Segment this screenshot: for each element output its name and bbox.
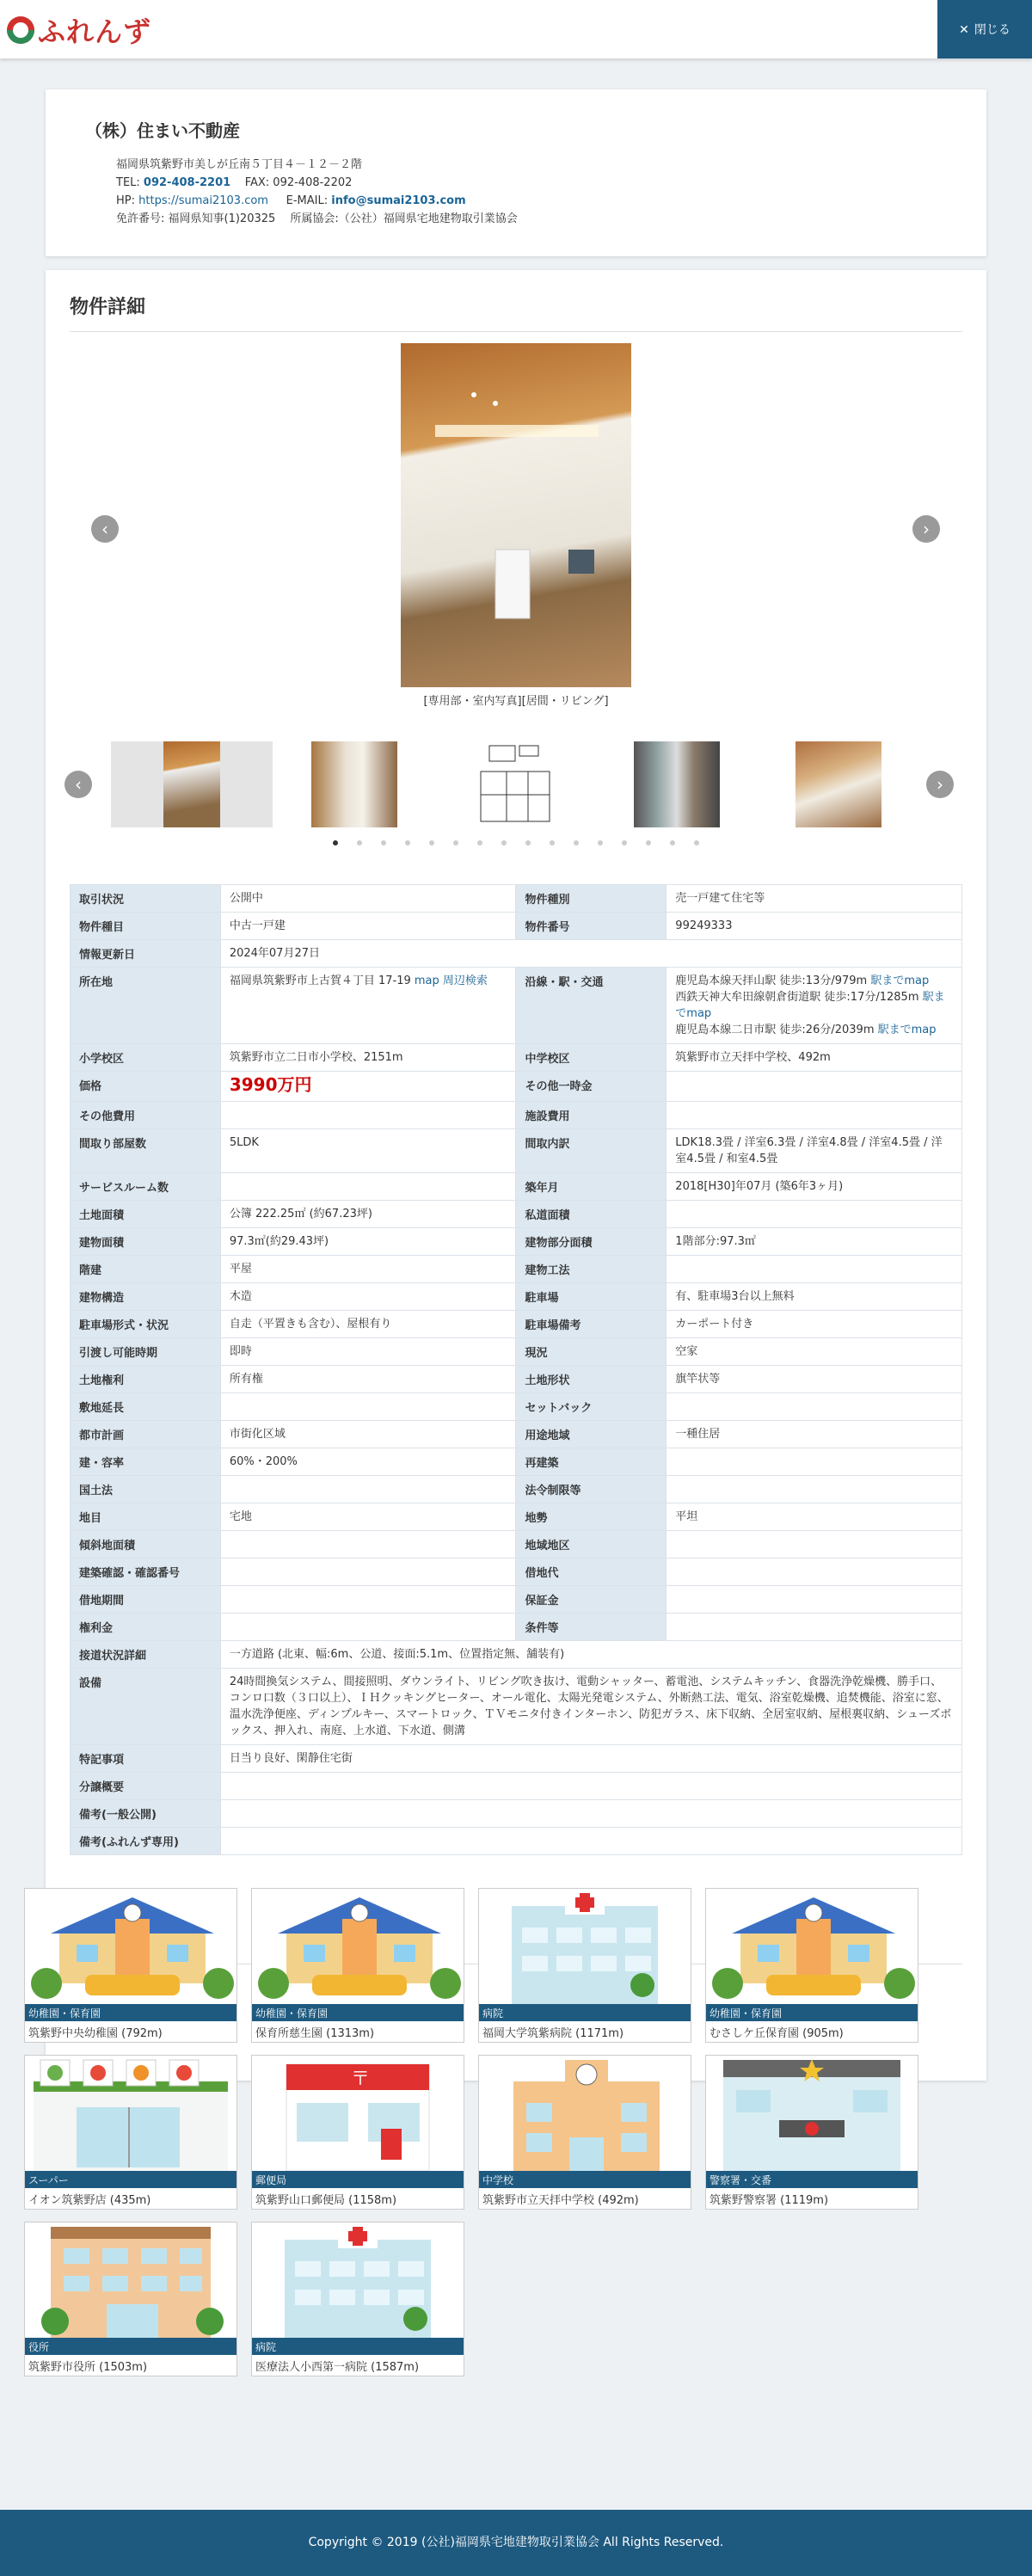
spec-key: 借地期間 [71, 1586, 221, 1614]
chevron-left-icon: ‹ [75, 774, 82, 795]
spec-text: 所有権 [229, 1373, 263, 1386]
facility-name: 福岡大学筑紫病院 (1171m) [482, 2027, 624, 2040]
spec-row [71, 1256, 962, 1283]
spec-text: 市街化区域 [229, 1428, 286, 1441]
spec-row [71, 1228, 962, 1256]
spec-key: 現況 [516, 1338, 666, 1366]
spec-value [666, 1201, 962, 1228]
spec-value [220, 1476, 516, 1503]
spec-row [71, 1800, 962, 1828]
spec-value [220, 913, 516, 940]
spec-row [71, 1366, 962, 1393]
spec-value [220, 1311, 516, 1338]
spec-value [666, 1044, 962, 1072]
hp-label: HP: [116, 194, 135, 207]
property-detail-card [46, 270, 986, 2081]
thumb-next-button[interactable] [926, 771, 954, 798]
spec-value [220, 1102, 516, 1129]
spec-value [220, 1338, 516, 1366]
spec-key: 施設費用 [516, 1102, 666, 1129]
spec-key: 建物工法 [516, 1256, 666, 1283]
carousel-dot[interactable] [574, 840, 579, 845]
spec-text: 2018[H30]年07月 (築6年3ヶ月) [675, 1180, 844, 1193]
spec-value [220, 1173, 516, 1201]
facility-category: 警察署・交番 [706, 2171, 918, 2188]
spec-key: 地域地区 [516, 1531, 666, 1559]
spec-key: 間取内訳 [516, 1129, 666, 1173]
main-next-button[interactable] [912, 515, 940, 543]
spec-key: 権利金 [71, 1614, 221, 1641]
spec-value [220, 1256, 516, 1283]
spec-key: 用途地域 [516, 1421, 666, 1448]
company-card [46, 89, 986, 256]
carousel-dot[interactable] [670, 840, 675, 845]
facility-card[interactable] [705, 2055, 918, 2210]
facility-category: 中学校 [479, 2171, 691, 2188]
spec-key: 法令制限等 [516, 1476, 666, 1503]
spec-value [220, 1044, 516, 1072]
spec-key: 小学校区 [71, 1044, 221, 1072]
spec-key: 備考(ふれんず専用) [71, 1828, 221, 1855]
spec-text: カーポート付き [675, 1318, 754, 1331]
spec-value [666, 1173, 962, 1201]
facility-name: 筑紫野山口郵便局 (1158m) [255, 2194, 397, 2207]
spec-key: 土地面積 [71, 1201, 221, 1228]
spec-value [666, 1448, 962, 1476]
spec-text: 2024年07月27日 [229, 947, 320, 960]
living-room-photo [401, 343, 631, 687]
carousel-dot[interactable] [477, 840, 482, 845]
spec-value [666, 1102, 962, 1129]
police-building-icon [706, 2056, 918, 2171]
spec-key: 物件種目 [71, 913, 221, 940]
facility-name: 筑紫野市役所 (1503m) [28, 2361, 148, 2374]
close-label: 閉じる [974, 22, 1010, 36]
main-prev-button[interactable] [91, 515, 119, 543]
spec-value [220, 1129, 516, 1173]
spec-text: 97.3㎡(約29.43坪) [229, 1235, 329, 1248]
spec-key: 設備 [71, 1669, 221, 1745]
spec-row [71, 1129, 962, 1173]
spec-key: 沿線・駅・交通 [516, 968, 666, 1044]
spec-value [220, 1228, 516, 1256]
facility-name: 保育所慈生園 (1313m) [255, 2027, 375, 2040]
facility-category: 幼稚園・保育園 [706, 2004, 918, 2021]
thumbnail-4[interactable] [634, 741, 720, 827]
spec-text: 筑紫野市立天拝中学校、492m [675, 1051, 831, 1064]
hp-link[interactable]: https://sumai2103.com [138, 194, 268, 207]
spec-value [220, 968, 516, 1044]
spec-value [666, 1256, 962, 1283]
spec-value [220, 1773, 961, 1800]
close-icon: ✕ [959, 22, 969, 36]
spec-value [666, 1393, 962, 1421]
spec-text: 一方道路 (北東、幅:6m、公道、接面:5.1m、位置指定無、舗装有) [229, 1648, 565, 1661]
spec-key: 条件等 [516, 1614, 666, 1641]
facility-card[interactable] [251, 2055, 464, 2210]
spec-row [71, 1338, 962, 1366]
spec-value [220, 1828, 961, 1855]
spec-row [71, 940, 962, 968]
spec-value [220, 1366, 516, 1393]
spec-value [220, 1586, 516, 1614]
transit-text: 鹿児島本線二日市駅 徒歩:26分/2039m [675, 1024, 875, 1036]
spec-text: 宅地 [229, 1510, 252, 1523]
spec-row [71, 1828, 962, 1855]
spec-text: 有、駐車場3台以上無料 [675, 1290, 795, 1303]
spec-text: 日当り良好、閑静住宅街 [229, 1752, 353, 1765]
carousel-dot[interactable] [453, 840, 458, 845]
spec-text: 中古一戸建 [229, 919, 286, 932]
spec-key: 地目 [71, 1503, 221, 1531]
chevron-right-icon: › [923, 519, 930, 539]
footer [0, 2510, 1032, 2576]
station-map-link[interactable]: 駅までmap [675, 991, 945, 1020]
transit-text: 西鉄天神大牟田線朝倉街道駅 徒歩:17分/1285m [675, 991, 919, 1004]
spec-row [71, 1283, 962, 1311]
spec-value [666, 1586, 962, 1614]
spec-value [666, 1283, 962, 1311]
spec-text: 平坦 [675, 1510, 698, 1523]
company-contact [116, 174, 986, 192]
carousel-dots [46, 840, 986, 845]
svg-text:〒: 〒 [351, 2069, 371, 2090]
carousel-dot[interactable] [694, 840, 699, 845]
spec-row [71, 1173, 962, 1201]
facility-name: 筑紫野中央幼稚園 (792m) [28, 2027, 163, 2040]
spec-text: 旗竿状等 [675, 1373, 721, 1386]
spec-value [666, 885, 962, 913]
spec-key: 建築確認・確認番号 [71, 1559, 221, 1586]
thumbnail-1[interactable] [111, 741, 273, 827]
fax-number: FAX: 092-408-2202 [244, 176, 353, 189]
facility-name: 筑紫野市立天拝中学校 (492m) [482, 2194, 639, 2207]
spec-text: 木造 [229, 1290, 252, 1303]
facility-category: 病院 [252, 2338, 464, 2355]
spec-value [666, 1338, 962, 1366]
email-link[interactable]: info@sumai2103.com [331, 194, 466, 207]
spec-key: 階建 [71, 1256, 221, 1283]
spec-text: 1階部分:97.3㎡ [675, 1235, 756, 1248]
carousel-dot[interactable] [357, 840, 362, 845]
spec-key: 建物部分面積 [516, 1228, 666, 1256]
spec-key: 物件番号 [516, 913, 666, 940]
spec-value [666, 1614, 962, 1641]
photo-caption: [専用部・室内写真][居間・リビング] [423, 695, 609, 708]
spec-row [71, 1072, 962, 1102]
chevron-left-icon: ‹ [101, 519, 108, 539]
spec-value [220, 1531, 516, 1559]
spec-value [220, 1283, 516, 1311]
spec-row [71, 1503, 962, 1531]
spec-text: 24時間換気システム、間接照明、ダウンライト、リビング吹き抜け、電動シャッター、蓄電池、システムキッチン、食器洗浄乾燥機、勝手口、コンロ口数（３口以上）、ＩＨクッキングヒーター、オール電化、太陽光発電システム、外断熱工法、電気、浴室乾燥機、追焚機能、浴室に窓、温水洗浄便座、ディンプルキー、スマートロック、ＴＶモニタ付きインターホン、防犯ガラス、床下収納、全居室収納、屋根裏収納、シューズボックス、押入れ、南庭、上水道、下水道、側溝 [229, 1675, 952, 1737]
spec-value [666, 1421, 962, 1448]
facility-category: 郵便局 [252, 2171, 464, 2188]
facility-card[interactable] [705, 1888, 918, 2043]
spec-row [71, 1586, 962, 1614]
spec-value [220, 1559, 516, 1586]
spec-key: サービスルーム数 [71, 1173, 221, 1201]
facility-category: 病院 [479, 2004, 691, 2021]
facility-category: 幼稚園・保育園 [25, 2004, 236, 2021]
spec-key: 価格 [71, 1072, 221, 1102]
spec-key: 私道面積 [516, 1201, 666, 1228]
company-web [116, 192, 986, 210]
spec-key: 駐車場備考 [516, 1311, 666, 1338]
spec-text: 公開中 [229, 892, 263, 905]
logo-mark-icon [7, 16, 34, 44]
spec-value [220, 1072, 516, 1102]
spec-value [666, 1476, 962, 1503]
company-address: 福岡県筑紫野市美しが丘南５丁目４－１２－２階 [116, 158, 363, 171]
spec-key: 所在地 [71, 968, 221, 1044]
company-license: 免許番号: 福岡県知事(1)20325 所属協会:（公社）福岡県宅地建物取引業協会 [116, 212, 518, 225]
spec-table [70, 884, 962, 1855]
spec-value [666, 1072, 962, 1102]
spec-text: 自走（平置きも含む）、屋根有り [229, 1318, 392, 1331]
spec-row [71, 885, 962, 913]
spec-row [71, 1745, 962, 1773]
spec-value [220, 1503, 516, 1531]
spec-key: 中学校区 [516, 1044, 666, 1072]
spec-text: 売一戸建て住宅等 [675, 892, 765, 905]
spec-key: 再建築 [516, 1448, 666, 1476]
spec-key: 備考(一般公開) [71, 1800, 221, 1828]
spec-row [71, 1669, 962, 1745]
spec-value [666, 968, 962, 1044]
spec-text: 筑紫野市立二日市小学校、2151m [229, 1051, 403, 1064]
facility-card[interactable] [251, 1888, 464, 2043]
spec-key: 情報更新日 [71, 940, 221, 968]
facility-card[interactable] [24, 1888, 237, 2043]
carousel-dot[interactable] [429, 840, 434, 845]
carousel-dot[interactable] [646, 840, 651, 845]
spec-row [71, 1773, 962, 1800]
spec-key: 物件種別 [516, 885, 666, 913]
facility-category: スーパー [25, 2171, 236, 2188]
school-building-icon [252, 1889, 464, 2004]
spec-key: 傾斜地面積 [71, 1531, 221, 1559]
facility-name: むさしケ丘保育園 (905m) [710, 2027, 844, 2040]
spec-key: 間取り部屋数 [71, 1129, 221, 1173]
spec-value [666, 1531, 962, 1559]
office-building-icon [25, 2222, 236, 2338]
school-building-icon [706, 1889, 918, 2004]
logo-text: ふれんず [38, 15, 152, 48]
spec-key: 保証金 [516, 1586, 666, 1614]
spec-value [666, 1129, 962, 1173]
spec-row [71, 1476, 962, 1503]
email-label: E-MAIL: [286, 194, 329, 207]
spec-value [220, 1201, 516, 1228]
school-building-icon [25, 1889, 236, 2004]
facility-category: 役所 [25, 2338, 236, 2355]
spec-text: 平屋 [229, 1263, 252, 1276]
thumbnail-5[interactable] [796, 741, 882, 827]
spec-key: 分譲概要 [71, 1773, 221, 1800]
thumbnail-2[interactable] [311, 741, 397, 827]
transit-line [675, 989, 953, 1022]
jhs-building-icon [479, 2056, 691, 2171]
spec-text: 5LDK [229, 1136, 259, 1149]
spec-key: 建物面積 [71, 1228, 221, 1256]
post-building-icon [252, 2056, 464, 2171]
spec-value [220, 1448, 516, 1476]
spec-key: 築年月 [516, 1173, 666, 1201]
spec-value [666, 1503, 962, 1531]
spec-key: 取引状況 [71, 885, 221, 913]
carousel-dot[interactable] [405, 840, 410, 845]
facility-card[interactable] [251, 2222, 464, 2376]
thumbnail-strip [111, 741, 921, 827]
spec-key: その他費用 [71, 1102, 221, 1129]
spec-row [71, 1531, 962, 1559]
tel-label: TEL: [116, 176, 140, 189]
spec-key: セットバック [516, 1393, 666, 1421]
spec-value [666, 913, 962, 940]
spec-text: 福岡県筑紫野市上古賀４丁目 17-19 [229, 974, 411, 987]
spec-key: 建物構造 [71, 1283, 221, 1311]
facility-card[interactable] [24, 2055, 237, 2210]
spec-key: 駐車場形式・状況 [71, 1311, 221, 1338]
spec-key: 建・容率 [71, 1448, 221, 1476]
spec-row [71, 1614, 962, 1641]
spec-value [220, 1745, 961, 1773]
spec-text: 60%・200% [229, 1455, 298, 1468]
facility-card[interactable] [478, 1888, 691, 2043]
spec-row [71, 968, 962, 1044]
spec-key: 特記事項 [71, 1745, 221, 1773]
spec-value [220, 885, 516, 913]
company-name: （株）住まい不動産 [85, 120, 240, 141]
spec-value [220, 1669, 961, 1745]
carousel-dot[interactable] [381, 840, 386, 845]
spec-text: 公簿 222.25㎡ (約67.23坪) [229, 1208, 372, 1220]
close-button[interactable] [937, 0, 1032, 58]
spec-value [220, 1800, 961, 1828]
spec-text: 一種住居 [675, 1428, 721, 1441]
thumb-prev-button[interactable] [64, 771, 92, 798]
spec-key: 借地代 [516, 1559, 666, 1586]
spec-key: 引渡し可能時期 [71, 1338, 221, 1366]
spec-value [220, 940, 961, 968]
spec-key: 土地形状 [516, 1366, 666, 1393]
facility-category: 幼稚園・保育園 [252, 2004, 464, 2021]
spec-row [71, 1559, 962, 1586]
transit-line [675, 1022, 953, 1038]
spec-key: 都市計画 [71, 1421, 221, 1448]
facility-card[interactable] [478, 2055, 691, 2210]
spec-text: 3990万円 [229, 1074, 312, 1095]
super-building-icon [25, 2056, 236, 2171]
carousel-dot[interactable] [333, 840, 338, 845]
spec-row [71, 1641, 962, 1669]
carousel-dot[interactable] [501, 840, 507, 845]
hospital-building-icon [252, 2222, 464, 2338]
address-link[interactable]: map [414, 974, 439, 987]
transit-line [675, 973, 953, 989]
carousel-dot[interactable] [550, 840, 555, 845]
detail-title: 物件詳細 [70, 292, 962, 332]
hospital-building-icon [479, 1889, 691, 2004]
copyright: Copyright © 2019 (公社)福岡県宅地建物取引業協会 All Rights Reserved. [308, 2536, 724, 2549]
floorplan-icon [472, 741, 558, 827]
spec-row [71, 1044, 962, 1072]
spec-key: 接道状況詳細 [71, 1641, 221, 1669]
spec-row [71, 1201, 962, 1228]
carousel-dot[interactable] [525, 840, 531, 845]
carousel-dot[interactable] [598, 840, 603, 845]
spec-row [71, 1393, 962, 1421]
spec-value [666, 1366, 962, 1393]
spec-value [220, 1614, 516, 1641]
spec-text: LDK18.3畳 / 洋室6.3畳 / 洋室4.8畳 / 洋室4.5畳 / 洋室4.5畳 / 和室4.5畳 [675, 1136, 943, 1165]
facility-name: 筑紫野警察署 (1119m) [710, 2194, 829, 2207]
spec-row [71, 913, 962, 940]
spec-key: 駐車場 [516, 1283, 666, 1311]
spec-key: 国土法 [71, 1476, 221, 1503]
spec-value [666, 1228, 962, 1256]
spec-key: その他一時金 [516, 1072, 666, 1102]
thumbnail-3-floorplan[interactable] [472, 741, 558, 827]
station-map-link[interactable]: 駅までmap [877, 1024, 937, 1036]
facility-name: イオン筑紫野店 (435m) [28, 2194, 151, 2207]
spec-key: 敷地延長 [71, 1393, 221, 1421]
spec-value [220, 1421, 516, 1448]
spec-row [71, 1448, 962, 1476]
spec-row [71, 1421, 962, 1448]
spec-row [71, 1102, 962, 1129]
spec-value [666, 1311, 962, 1338]
header [0, 0, 1032, 58]
facility-card[interactable] [24, 2222, 237, 2376]
spec-value [220, 1393, 516, 1421]
spec-key: 地勢 [516, 1503, 666, 1531]
main-photo[interactable] [401, 343, 631, 687]
transit-text: 鹿児島本線天拝山駅 徒歩:13分/979m [675, 974, 868, 987]
spec-value [666, 1559, 962, 1586]
address-link[interactable]: 周辺検索 [442, 974, 488, 987]
spec-row [71, 1311, 962, 1338]
carousel-dot[interactable] [622, 840, 627, 845]
chevron-right-icon: › [937, 774, 943, 795]
tel-link[interactable]: 092-408-2201 [143, 176, 231, 189]
spec-text: 空家 [675, 1345, 698, 1358]
station-map-link[interactable]: 駅までmap [870, 974, 930, 987]
facility-name: 医療法人小西第一病院 (1587m) [255, 2361, 420, 2374]
spec-key: 土地権利 [71, 1366, 221, 1393]
spec-text: 即時 [229, 1345, 252, 1358]
spec-text: 99249333 [675, 919, 733, 932]
logo[interactable] [7, 10, 151, 50]
spec-value [220, 1641, 961, 1669]
